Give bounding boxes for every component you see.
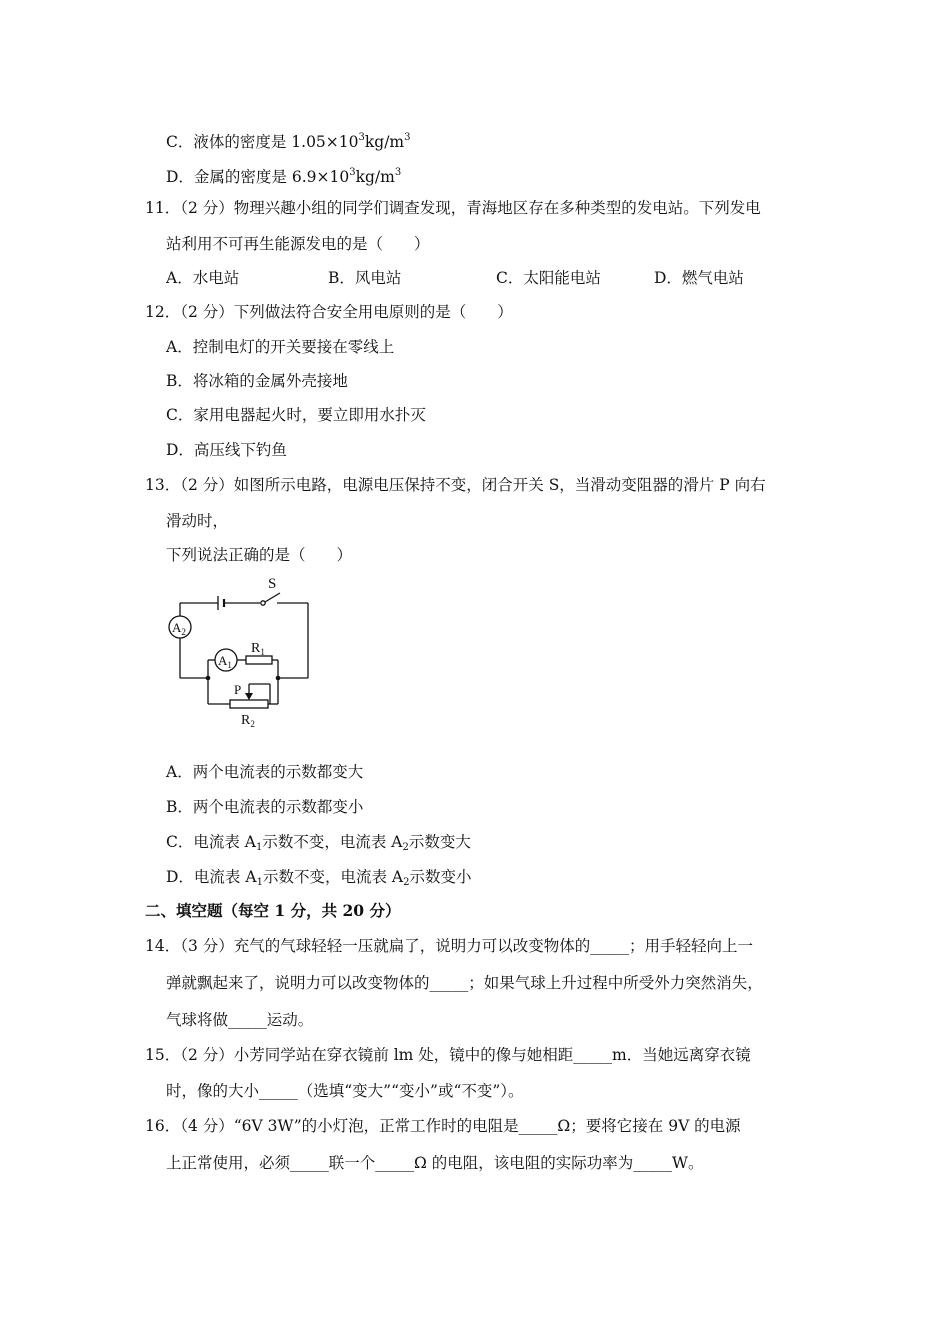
q15-line1: 15．（2 分）小芳同学站在穿衣镜前 lm 处，镜中的像与她相距_____m．当她远离穿衣镜 [145, 1046, 751, 1064]
q13-option-c: C．电流表 $A_1$示数不变，电流表 $A_2$示数变大 [166, 833, 471, 853]
q14-line3: 气球将做_____运动。 [166, 1011, 314, 1029]
q10-option-d-unit: kg/m [355, 168, 395, 186]
q13-option-d: D．电流表 $A_1$示数不变，电流表 $A_2$示数变小 [166, 868, 472, 888]
q12-option-a: A．控制电灯的开关要接在零线上 [166, 338, 395, 356]
label-r2: $R_2$ [241, 713, 255, 729]
q11-option-c: C．太阳能电站 [496, 269, 601, 287]
q11-option-d: D．燃气电站 [654, 269, 744, 287]
q15-line2: 时，像的大小_____（选填“变大”“变小”或“不变”）。 [166, 1082, 524, 1100]
q12-stem: 12．（2 分）下列做法符合安全用电原则的是（ ） [145, 303, 513, 321]
q10-option-c-unit-exp: 3 [404, 132, 411, 143]
switch-blade [265, 593, 280, 602]
label-a2: $A_2$ [172, 620, 186, 637]
q12-option-c: C．家用电器起火时，要立即用水扑灭 [166, 406, 426, 424]
q11-stem-line1: 11．（2 分）物理兴趣小组的同学们调查发现，青海地区存在多种类型的发电站。下列发电 [145, 199, 761, 217]
q10-option-c [166, 128, 411, 152]
slider-arrow-icon [245, 693, 253, 700]
q11-option-b: B．风电站 [328, 269, 402, 287]
q10-option-d-exp: 3 [349, 167, 356, 178]
q14-line2: 弹就飘起来了，说明力可以改变物体的_____；如果气球上升过程中所受外力突然消失， [166, 974, 763, 992]
q13-option-a: A．两个电流表的示数都变大 [166, 763, 364, 781]
q12-option-b: B．将冰箱的金属外壳接地 [166, 372, 348, 390]
label-p: P [234, 682, 242, 697]
q14-line1: 14．（3 分）充气的气球轻轻一压就扁了，说明力可以改变物体的_____；用手轻轻向上一 [145, 937, 754, 955]
q10-option-d-unit-exp: 3 [394, 167, 402, 178]
q16-line1: 16．（4 分）“6V 3W”的小灯泡，正常工作时的电阻是_____Ω；要将它接在 9V 的电源 [145, 1117, 741, 1135]
q13-stem-line1: 13．（2 分）如图所示电路，电源电压保持不变，闭合开关 S，当滑动变阻器的滑片 P 向右 [145, 476, 766, 494]
q10-option-d [166, 163, 401, 187]
junction-left [206, 676, 211, 681]
q10-option-d-text: D．金属的密度是 6.9×10 [166, 168, 350, 186]
q13-stem-line3: 下列说法正确的是（ ） [166, 546, 353, 564]
resistor-r2 [230, 700, 268, 708]
q10-option-c-text: C．液体的密度是 1.05×10 [166, 133, 359, 151]
q16-line2: 上正常使用，必须_____联一个_____Ω 的电阻，该电阻的实际功率为_____W。 [166, 1154, 704, 1172]
label-a1: $A_1$ [218, 653, 232, 670]
circuit-diagram [160, 572, 320, 730]
q10-option-c-unit: kg/m [364, 133, 405, 151]
q11-stem-line2: 站利用不可再生能源发电的是（ ） [166, 235, 430, 253]
switch-pivot [261, 601, 265, 605]
junction-right [276, 676, 281, 681]
q13-stem-line2: 滑动时， [166, 512, 229, 530]
label-switch-s: S [268, 576, 277, 592]
q10-option-c-exp: 3 [358, 132, 365, 143]
resistor-r1 [246, 656, 272, 664]
label-r1: $R_1$ [251, 641, 265, 657]
q12-option-d: D．高压线下钓鱼 [166, 441, 287, 459]
section-2-heading: 二、填空题（每空 1 分，共 20 分） [145, 901, 401, 920]
q11-option-a: A．水电站 [166, 269, 240, 287]
q13-option-b: B．两个电流表的示数都变小 [166, 798, 364, 816]
